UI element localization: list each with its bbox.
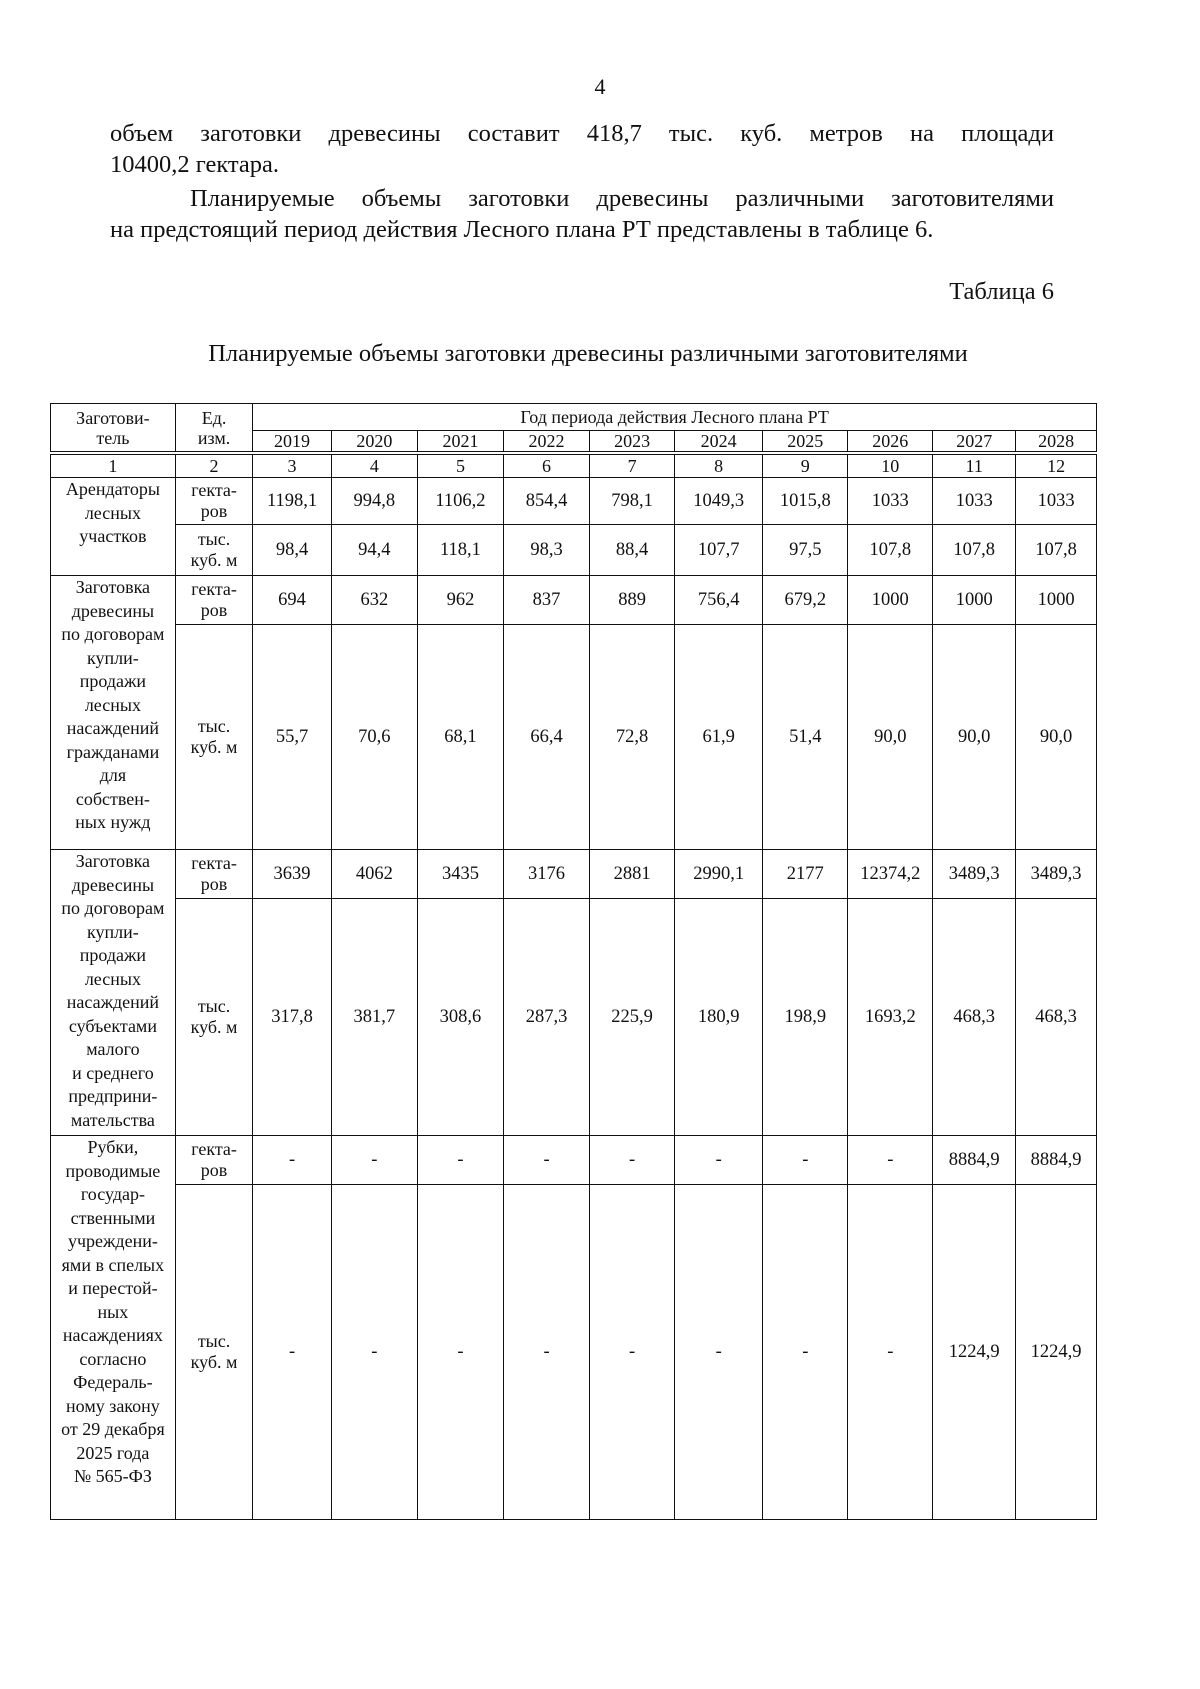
column-index: 8 (675, 455, 763, 478)
unit-cell: тыс. куб. м (175, 625, 252, 850)
supplier-name: Рубки, проводимые государ- ственными учреждени- ями в спелых и перестой- ных насаждениях согласно Федераль- ному закону от 29 декабря 2025 года № 565-ФЗ (51, 1136, 176, 1520)
value-cell: 4062 (331, 850, 417, 899)
unit-cell: гекта- ров (175, 850, 252, 899)
value-cell: - (417, 1185, 503, 1520)
column-index: 9 (763, 455, 848, 478)
table-row (51, 899, 1097, 1136)
supplier-name: Заготовка древесины по договорам купли- продажи лесных насаждений субъектами малого и среднего предприни- мательства (51, 850, 176, 1136)
value-cell: 198,9 (763, 899, 848, 1136)
value-cell: - (503, 1185, 589, 1520)
value-cell: 1049,3 (675, 478, 763, 525)
value-cell: 308,6 (417, 899, 503, 1136)
value-cell: 1224,9 (1016, 1185, 1097, 1520)
value-cell: 2177 (763, 850, 848, 899)
value-cell: 317,8 (253, 899, 332, 1136)
value-cell: - (253, 1136, 332, 1185)
harvest-volumes-table (50, 403, 1097, 1520)
unit-cell: гекта- ров (175, 576, 252, 625)
paragraph-line: Планируемые объемы заготовки древесины различными заготовителями (190, 185, 1054, 212)
table-row (51, 1136, 1097, 1185)
value-cell: 468,3 (933, 899, 1016, 1136)
header-year: 2022 (503, 431, 589, 452)
table-row (51, 625, 1097, 850)
value-cell: - (848, 1136, 933, 1185)
value-cell: 889 (590, 576, 675, 625)
value-cell: 94,4 (331, 525, 417, 576)
table-caption: Планируемые объемы заготовки древесины различными заготовителями (208, 340, 968, 367)
value-cell: 632 (331, 576, 417, 625)
paragraph-line: 10400,2 гектара. (110, 151, 280, 178)
column-index: 2 (175, 455, 252, 478)
value-cell: 3176 (503, 850, 589, 899)
column-index: 10 (848, 455, 933, 478)
table-row (51, 1185, 1097, 1520)
paragraph-volume (110, 118, 1054, 180)
value-cell: 694 (253, 576, 332, 625)
value-cell: - (331, 1136, 417, 1185)
value-cell: 1033 (1016, 478, 1097, 525)
header-year: 2020 (331, 431, 417, 452)
value-cell: 287,3 (503, 899, 589, 1136)
value-cell: 994,8 (331, 478, 417, 525)
column-index: 12 (1016, 455, 1097, 478)
value-cell: - (253, 1185, 332, 1520)
value-cell: 61,9 (675, 625, 763, 850)
page-number: 4 (594, 74, 606, 99)
value-cell: 107,8 (848, 525, 933, 576)
column-index: 6 (503, 455, 589, 478)
unit-cell: тыс. куб. м (175, 525, 252, 576)
value-cell: 97,5 (763, 525, 848, 576)
value-cell: 3489,3 (1016, 850, 1097, 899)
value-cell: - (675, 1185, 763, 1520)
header-supplier: Заготови- тель (51, 404, 176, 452)
value-cell: - (675, 1136, 763, 1185)
value-cell: 12374,2 (848, 850, 933, 899)
unit-cell: тыс. куб. м (175, 1185, 252, 1520)
header-year: 2024 (675, 431, 763, 452)
value-cell: 1000 (848, 576, 933, 625)
value-cell: 1033 (933, 478, 1016, 525)
header-year: 2023 (590, 431, 675, 452)
value-cell: 107,8 (1016, 525, 1097, 576)
value-cell: - (848, 1185, 933, 1520)
value-cell: 98,4 (253, 525, 332, 576)
value-cell: 55,7 (253, 625, 332, 850)
value-cell: 1198,1 (253, 478, 332, 525)
header-year: 2021 (417, 431, 503, 452)
value-cell: 98,3 (503, 525, 589, 576)
header-period: Год периода действия Лесного плана РТ (253, 404, 1097, 431)
value-cell: 72,8 (590, 625, 675, 850)
value-cell: 3435 (417, 850, 503, 899)
value-cell: 8884,9 (933, 1136, 1016, 1185)
value-cell: 225,9 (590, 899, 675, 1136)
table-label: Таблица 6 (949, 278, 1054, 305)
value-cell: 68,1 (417, 625, 503, 850)
column-index: 4 (331, 455, 417, 478)
table-row (51, 576, 1097, 625)
value-cell: 107,8 (933, 525, 1016, 576)
paragraph-planned (110, 183, 1054, 245)
value-cell: 854,4 (503, 478, 589, 525)
value-cell: - (503, 1136, 589, 1185)
header-year: 2026 (848, 431, 933, 452)
value-cell: 90,0 (848, 625, 933, 850)
value-cell: 2990,1 (675, 850, 763, 899)
value-cell: - (590, 1136, 675, 1185)
value-cell: 66,4 (503, 625, 589, 850)
value-cell: 1000 (933, 576, 1016, 625)
value-cell: 381,7 (331, 899, 417, 1136)
value-cell: 2881 (590, 850, 675, 899)
column-index: 7 (590, 455, 675, 478)
supplier-name: Арендаторы лесных участков (51, 478, 176, 576)
header-year: 2027 (933, 431, 1016, 452)
value-cell: 88,4 (590, 525, 675, 576)
unit-cell: гекта- ров (175, 478, 252, 525)
paragraph-line: на предстоящий период действия Лесного плана РТ представлены в таблице 6. (110, 216, 934, 243)
header-unit: Ед. изм. (175, 404, 252, 452)
value-cell: 118,1 (417, 525, 503, 576)
value-cell: - (763, 1185, 848, 1520)
value-cell: - (763, 1136, 848, 1185)
value-cell: 180,9 (675, 899, 763, 1136)
value-cell: 1224,9 (933, 1185, 1016, 1520)
column-index: 1 (51, 455, 176, 478)
value-cell: 8884,9 (1016, 1136, 1097, 1185)
value-cell: - (417, 1136, 503, 1185)
value-cell: 3639 (253, 850, 332, 899)
header-year: 2019 (253, 431, 332, 452)
column-index: 11 (933, 455, 1016, 478)
value-cell: 1106,2 (417, 478, 503, 525)
value-cell: 798,1 (590, 478, 675, 525)
value-cell: 468,3 (1016, 899, 1097, 1136)
value-cell: 679,2 (763, 576, 848, 625)
value-cell: 70,6 (331, 625, 417, 850)
supplier-name: Заготовка древесины по договорам купли- продажи лесных насаждений гражданами для собствен- ных нужд (51, 576, 176, 850)
table-row (51, 478, 1097, 525)
unit-cell: тыс. куб. м (175, 899, 252, 1136)
value-cell: 756,4 (675, 576, 763, 625)
value-cell: 90,0 (1016, 625, 1097, 850)
table-row (51, 525, 1097, 576)
value-cell: - (331, 1185, 417, 1520)
column-index: 5 (417, 455, 503, 478)
unit-cell: гекта- ров (175, 1136, 252, 1185)
header-year: 2025 (763, 431, 848, 452)
paragraph-line: объем заготовки древесины составит 418,7 тыс. куб. метров на площади (110, 120, 1054, 147)
value-cell: 1000 (1016, 576, 1097, 625)
value-cell: 107,7 (675, 525, 763, 576)
value-cell: 1015,8 (763, 478, 848, 525)
value-cell: 1693,2 (848, 899, 933, 1136)
column-index: 3 (253, 455, 332, 478)
value-cell: 962 (417, 576, 503, 625)
value-cell: 51,4 (763, 625, 848, 850)
table-row (51, 850, 1097, 899)
value-cell: - (590, 1185, 675, 1520)
value-cell: 837 (503, 576, 589, 625)
value-cell: 90,0 (933, 625, 1016, 850)
header-year: 2028 (1016, 431, 1097, 452)
value-cell: 1033 (848, 478, 933, 525)
value-cell: 3489,3 (933, 850, 1016, 899)
